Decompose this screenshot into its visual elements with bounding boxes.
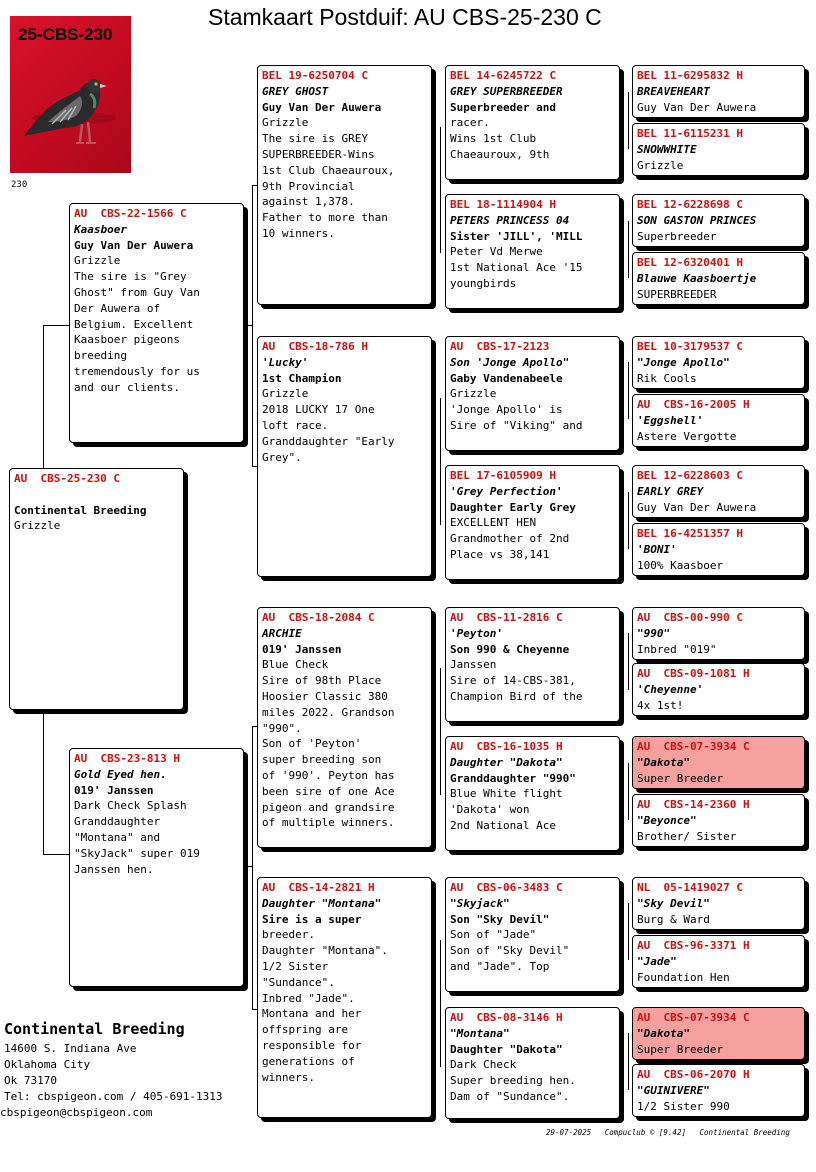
card-line: winners.	[262, 1070, 315, 1084]
breeder-name: Continental Breeding	[4, 1020, 185, 1038]
connector-line	[440, 127, 441, 253]
card-line: Hoosier Classic 380	[262, 689, 388, 703]
pigeon-name: BREAVEHEART	[637, 84, 710, 98]
card-line: 019' Janssen	[74, 783, 154, 797]
card-line: Son 990 & Cheyenne	[450, 642, 570, 656]
pigeon-name: 'Cheyenne'	[637, 682, 704, 696]
card-line: Janssen hen.	[74, 862, 154, 876]
card-line: 1/2 Sister	[262, 959, 329, 973]
gg-grandparent-card[interactable]	[632, 794, 805, 847]
card-line: "SkyJack" super 019	[74, 846, 200, 860]
software-credit: Compuclub © [9.42]	[604, 1128, 686, 1137]
connector-line	[440, 668, 441, 795]
gg-grandparent-card-highlighted[interactable]	[632, 1007, 805, 1060]
ring-number: AU CBS-08-3146 H	[450, 1011, 563, 1024]
card-line: 9th Provincial	[262, 179, 355, 193]
ring-number: AU CBS-00-990 C	[637, 611, 743, 624]
pigeon-name: SNOWWHITE	[637, 142, 697, 156]
breeder-address-line: 14600 S. Indiana Ave	[4, 1042, 137, 1055]
card-line: SUPERBREEDER-Wins	[262, 147, 375, 161]
card-line: "Sundance".	[262, 975, 335, 989]
pigeon-icon	[10, 16, 131, 173]
card-line: Son of "Jade"	[450, 928, 537, 942]
breeder-address-line: Oklahoma City	[4, 1058, 91, 1071]
card-line: Grizzle	[637, 158, 684, 172]
gg-grandparent-card-highlighted[interactable]	[632, 736, 805, 789]
grandparent-card[interactable]	[257, 607, 432, 848]
card-line: Guy Van Der Auwera	[262, 100, 382, 114]
breeder-contact: Tel: cbspigeon.com / 405-691-1313	[4, 1090, 223, 1103]
card-line: Grizzle	[74, 254, 121, 268]
card-line: Peter Vd Merwe	[450, 245, 543, 259]
ring-number: AU CBS-07-3934 C	[637, 1011, 750, 1024]
connector-line	[43, 325, 44, 468]
pigeon-name: 'Peyton'	[450, 626, 503, 640]
ring-number: AU CBS-96-3371 H	[637, 939, 750, 952]
card-line: "990".	[262, 721, 302, 735]
card-line: responsible for	[262, 1038, 362, 1052]
card-line: "Montana" and	[74, 830, 161, 844]
card-line: Son "Sky Devil"	[450, 912, 550, 926]
card-line: The sire is "Grey	[74, 270, 187, 284]
card-line: Janssen	[450, 658, 497, 672]
gg-grandparent-card[interactable]	[632, 252, 805, 305]
connector-line	[43, 854, 70, 855]
card-line: Son of 'Peyton'	[262, 737, 362, 751]
card-line: loft race.	[262, 418, 329, 432]
card-line: breeding	[74, 349, 127, 363]
card-line: Son of "Sky Devil"	[450, 944, 570, 958]
pigeon-name: 'Grey Perfection'	[450, 484, 563, 498]
ring-number: BEL 18-1114904 H	[450, 198, 556, 211]
card-line: Foundation Hen	[637, 970, 730, 984]
card-line: Astere Vergotte	[637, 429, 737, 443]
card-line: Grizzle	[262, 387, 309, 401]
card-line: Grey".	[262, 450, 302, 464]
ring-number: NL 05-1419027 C	[637, 881, 743, 894]
grandparent-card[interactable]	[257, 877, 432, 1118]
pigeon-name: GREY SUPERBREEDER	[450, 84, 563, 98]
dam-card[interactable]	[69, 748, 244, 987]
card-line: Dam of "Sundance".	[450, 1089, 570, 1103]
card-line: Dark Check Splash	[74, 799, 187, 813]
pigeon-name: Daughter "Montana"	[262, 896, 382, 910]
card-line: Granddaughter "990"	[450, 771, 576, 785]
grandparent-card[interactable]	[257, 65, 432, 305]
pigeon-name: "990"	[637, 626, 671, 640]
card-line: Superbreeder	[637, 229, 717, 243]
card-line: Sire of 98th Place	[262, 674, 382, 688]
card-line: 1/2 Sister 990	[637, 1099, 730, 1113]
card-line: Inbred "019"	[637, 642, 717, 656]
card-line: of '990'. Peyton has	[262, 768, 395, 782]
pigeon-name: "Montana"	[450, 1026, 510, 1040]
breeder-email: cbspigeon@cbspigeon.com	[0, 1106, 153, 1119]
card-line: 1st Club Chaeauroux,	[262, 163, 395, 177]
pigeon-name: PETERS PRINCESS 04	[450, 213, 570, 227]
connector-line	[628, 903, 629, 960]
card-line: 1st National Ace '15	[450, 261, 583, 275]
card-line: EXCELLENT HEN	[450, 516, 537, 530]
pigeon-name: "Dakota"	[637, 755, 690, 769]
footer-owner: Continental Breeding	[699, 1128, 790, 1137]
connector-line	[244, 866, 252, 867]
card-line: 019' Janssen	[262, 642, 342, 656]
great-grandparent-card[interactable]	[445, 736, 620, 851]
card-line: Blue White flight	[450, 787, 563, 801]
ring-number: AU CBS-25-230 C	[14, 472, 120, 485]
card-line: Blue Check	[262, 658, 329, 672]
card-line: Guy Van Der Auwera	[637, 500, 757, 514]
ring-number: BEL 19-6250704 C	[262, 69, 368, 82]
pigeon-name: Gold Eyed hen.	[74, 767, 167, 781]
pigeon-name: GREY GHOST	[262, 84, 329, 98]
ring-number: BEL 16-4251357 H	[637, 527, 743, 540]
great-grandparent-card[interactable]	[445, 1007, 620, 1119]
pigeon-name: "Dakota"	[637, 1026, 690, 1040]
ring-number: AU CBS-17-2123	[450, 340, 550, 353]
card-line: against 1,378.	[262, 195, 355, 209]
pigeon-name: 'Eggshell'	[637, 413, 704, 427]
pigeon-name: 'BONI'	[637, 542, 677, 556]
connector-line	[252, 726, 253, 1009]
card-line: The sire is GREY	[262, 132, 368, 146]
ring-number: AU CBS-22-1566 C	[74, 207, 187, 220]
pigeon-name: "Beyonce"	[637, 813, 697, 827]
connector-line	[628, 1033, 629, 1090]
card-line: Ghost" from Guy Van	[74, 285, 200, 299]
pigeon-name: ARCHIE	[262, 626, 302, 640]
gg-grandparent-card[interactable]	[632, 194, 805, 247]
card-line: 1st Champion	[262, 371, 342, 385]
pigeon-name: "Jade"	[637, 954, 677, 968]
card-line: Guy Van Der Auwera	[637, 100, 757, 114]
subject-card[interactable]	[9, 468, 184, 710]
ring-number: AU CBS-18-786 H	[262, 340, 368, 353]
card-line: Sire is a super	[262, 912, 362, 926]
card-line: Brother/ Sister	[637, 829, 737, 843]
card-line: Burg & Ward	[637, 912, 710, 926]
pigeon-name: Kaasboer	[74, 222, 127, 236]
connector-line	[628, 763, 629, 820]
ring-number: BEL 10-3179537 C	[637, 340, 743, 353]
gg-grandparent-card[interactable]	[632, 123, 805, 176]
print-footer	[546, 1128, 790, 1137]
great-grandparent-card[interactable]	[445, 465, 620, 580]
connector-line	[43, 714, 44, 854]
connector-line	[628, 633, 629, 690]
ring-number: AU CBS-11-2816 C	[450, 611, 563, 624]
connector-line	[628, 362, 629, 419]
great-grandparent-card[interactable]	[445, 194, 620, 309]
great-grandparent-card[interactable]	[445, 336, 620, 451]
connector-line	[252, 185, 253, 466]
gg-grandparent-card[interactable]	[632, 1064, 805, 1117]
card-line: tremendously for us	[74, 364, 200, 378]
connector-line	[43, 325, 70, 326]
card-line: 2018 LUCKY 17 One	[262, 403, 375, 417]
gg-grandparent-card[interactable]	[632, 607, 805, 660]
card-line: Granddaughter	[74, 815, 161, 829]
pigeon-name: Son 'Jonge Apollo"	[450, 355, 570, 369]
ring-number: BEL 11-6115231 H	[637, 127, 743, 140]
card-line: pigeon and grandsire	[262, 800, 395, 814]
ring-number: BEL 12-6228698 C	[637, 198, 743, 211]
card-line: miles 2022. Grandson	[262, 705, 395, 719]
card-line: Chaeauroux, 9th	[450, 147, 550, 161]
card-line: Place vs 38,141	[450, 547, 550, 561]
connector-line	[628, 221, 629, 278]
breeder-info	[0, 1018, 223, 1121]
connector-line	[244, 325, 252, 326]
pigeon-name: 'Lucky'	[262, 355, 309, 369]
card-line: Belgium. Excellent	[74, 317, 194, 331]
card-line: Daughter "Montana".	[262, 944, 388, 958]
ring-number: AU CBS-23-813 H	[74, 752, 180, 765]
ring-number: BEL 14-6245722 C	[450, 69, 556, 82]
card-line: 'Dakota' won	[450, 803, 530, 817]
card-line: breeder.	[262, 928, 315, 942]
ring-number: AU CBS-07-3934 C	[637, 740, 750, 753]
ring-number: BEL 12-6320401 H	[637, 256, 743, 269]
gg-grandparent-card[interactable]	[632, 465, 805, 518]
card-line: Champion Bird of the	[450, 689, 583, 703]
gg-grandparent-card[interactable]	[632, 935, 805, 988]
sire-card[interactable]	[69, 203, 244, 443]
gg-grandparent-card[interactable]	[632, 663, 805, 716]
card-line: 'Jonge Apollo' is	[450, 403, 563, 417]
card-line: Daughter Early Grey	[450, 500, 576, 514]
card-line: youngbirds	[450, 276, 517, 290]
card-line: Grizzle	[450, 387, 497, 401]
ring-number: BEL 12-6228603 C	[637, 469, 743, 482]
great-grandparent-card[interactable]	[445, 877, 620, 992]
gg-grandparent-card[interactable]	[632, 336, 805, 389]
card-line: Granddaughter "Early	[262, 434, 395, 448]
card-line: Sister 'JILL', 'MILL	[450, 229, 583, 243]
ring-number: AU CBS-14-2821 H	[262, 881, 375, 894]
card-line: 100% Kaasboer	[637, 558, 724, 572]
ring-number: AU CBS-18-2084 C	[262, 611, 375, 624]
card-line: Kaasboer pigeons	[74, 333, 180, 347]
card-line: been sire of one Ace	[262, 784, 395, 798]
card-line: super breeding son	[262, 753, 382, 767]
card-line: 2nd National Ace	[450, 818, 556, 832]
card-line: Super breeding hen.	[450, 1074, 576, 1088]
card-line: Gaby Vandenabeele	[450, 371, 563, 385]
ring-number: BEL 17-6105909 H	[450, 469, 556, 482]
ring-number: AU CBS-06-3483 C	[450, 881, 563, 894]
pigeon-name: "Jonge Apollo"	[637, 355, 730, 369]
card-line: 10 winners.	[262, 226, 335, 240]
card-line: Grizzle	[262, 116, 309, 130]
pigeon-name: EARLY GREY	[637, 484, 704, 498]
card-line: Montana and her	[262, 1007, 362, 1021]
card-line: Grandmother of 2nd	[450, 532, 570, 546]
card-line: Father to more than	[262, 211, 388, 225]
card-line: Super Breeder	[637, 1042, 724, 1056]
card-line: 4x 1st!	[637, 698, 684, 712]
ring-number: BEL 11-6295832 H	[637, 69, 743, 82]
ring-number: AU CBS-09-1081 H	[637, 667, 750, 680]
card-line: of multiple winners.	[262, 816, 395, 830]
connector-line	[440, 940, 441, 1067]
ring-number: AU CBS-14-2360 H	[637, 798, 750, 811]
card-line: Sire of 14-CBS-381,	[450, 674, 576, 688]
breeder-address-line: Ok 73170	[4, 1074, 57, 1087]
card-line: Inbred "Jade".	[262, 991, 355, 1005]
card-line: Superbreeder and	[450, 100, 556, 114]
card-line: Der Auwera of	[74, 301, 161, 315]
gg-grandparent-card[interactable]	[632, 877, 805, 930]
pigeon-photo	[10, 16, 131, 173]
connector-line	[440, 398, 441, 525]
great-grandparent-card[interactable]	[445, 65, 620, 180]
card-line: Continental Breeding	[14, 503, 147, 517]
print-date: 29-07-2025	[546, 1128, 592, 1137]
pigeon-name: SON GASTON PRINCES	[637, 213, 757, 227]
card-line: Wins 1st Club	[450, 132, 537, 146]
card-line: SUPERBREEDER	[637, 287, 717, 301]
gg-grandparent-card[interactable]	[632, 65, 805, 118]
card-line: Grizzle	[14, 519, 61, 533]
ring-number: AU CBS-06-2070 H	[637, 1068, 750, 1081]
pigeon-name: "Skyjack"	[450, 896, 510, 910]
photo-label: 25-CBS-230	[18, 25, 113, 44]
pigeon-name: Daughter "Dakota"	[450, 755, 563, 769]
card-line: offspring are	[262, 1023, 349, 1037]
card-line: Sire of "Viking" and	[450, 418, 583, 432]
ring-number: AU CBS-16-1035 H	[450, 740, 563, 753]
card-line	[14, 487, 179, 503]
card-line: Rik Cools	[637, 371, 697, 385]
card-line: Super Breeder	[637, 771, 724, 785]
great-grandparent-card[interactable]	[445, 607, 620, 722]
gg-grandparent-card[interactable]	[632, 394, 805, 447]
page-title: Stamkaart Postduif: AU CBS-25-230 C	[208, 4, 602, 30]
ring-number: AU CBS-16-2005 H	[637, 398, 750, 411]
card-line: Guy Van Der Auwera	[74, 238, 194, 252]
pigeon-name: Blauwe Kaasboertje	[637, 271, 757, 285]
card-line: and "Jade". Top	[450, 959, 550, 973]
gg-grandparent-card[interactable]	[632, 523, 805, 576]
card-line: and our clients.	[74, 380, 180, 394]
connector-line	[628, 492, 629, 549]
pigeon-name: "GUINIVERE"	[637, 1083, 710, 1097]
card-line: generations of	[262, 1054, 355, 1068]
card-line: racer.	[450, 116, 490, 130]
connector-line	[628, 92, 629, 149]
grandparent-card[interactable]	[257, 336, 432, 577]
photo-caption: 230	[11, 180, 28, 190]
card-line: Dark Check	[450, 1058, 517, 1072]
pigeon-name: "Sky Devil"	[637, 896, 710, 910]
card-line: Daughter "Dakota"	[450, 1042, 563, 1056]
